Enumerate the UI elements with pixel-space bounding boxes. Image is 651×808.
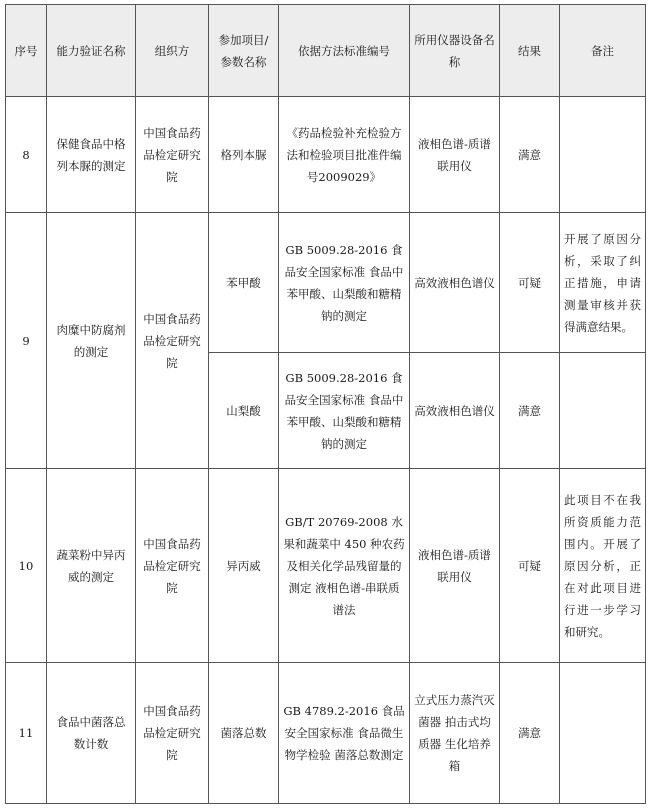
method-standard: GB 5009.28-2016 食品安全国家标准 食品中苯甲酸、山梨酸和糖精钠的测定 [279, 353, 410, 469]
note: 开展了原因分析，采取了纠正措施，申请测量审核并获得满意结果。 [560, 213, 646, 353]
header-cell-result: 结果 [500, 5, 560, 97]
instrument: 高效液相色谱仪 [410, 213, 500, 353]
row-no: 8 [6, 97, 47, 213]
result: 满意 [500, 663, 560, 804]
parameter: 菌落总数 [209, 663, 279, 804]
header-cell-no: 序号 [6, 5, 47, 97]
organizer: 中国食品药品检定研究院 [136, 663, 209, 804]
parameter: 异丙威 [209, 469, 279, 663]
row-no: 11 [6, 663, 47, 804]
note: 此项目不在我所资质能力范围内。开展了原因分析，正在对此项目进行进一步学习和研究。 [560, 469, 646, 663]
table-row [6, 469, 646, 663]
method-standard: GB/T 20769-2008 水果和蔬菜中 450 种农药及相关化学品残留量的测定 液相色谱-串联质谱法 [279, 469, 410, 663]
instrument: 立式压力蒸汽灭菌器 拍击式均质器 生化培养箱 [410, 663, 500, 804]
parameter: 苯甲酸 [209, 213, 279, 353]
parameter: 山梨酸 [209, 353, 279, 469]
method-standard: GB 4789.2-2016 食品安全国家标准 食品微生物学检验 菌落总数测定 [279, 663, 410, 804]
test-name: 保健食品中格列本脲的测定 [47, 97, 136, 213]
header-cell-param: 参加项目/参数名称 [209, 5, 279, 97]
organizer: 中国食品药品检定研究院 [136, 469, 209, 663]
header-cell-name: 能力验证名称 [47, 5, 136, 97]
table-row [6, 97, 646, 213]
table-row [6, 213, 646, 353]
header-row [6, 5, 646, 97]
test-name: 肉糜中防腐剂的测定 [47, 213, 136, 469]
header-cell-note: 备注 [560, 5, 646, 97]
result: 满意 [500, 353, 560, 469]
result: 满意 [500, 97, 560, 213]
instrument: 液相色谱-质谱联用仪 [410, 469, 500, 663]
test-name: 蔬菜粉中异丙威的测定 [47, 469, 136, 663]
table-row [6, 663, 646, 804]
row-no: 9 [6, 213, 47, 469]
organizer: 中国食品药品检定研究院 [136, 213, 209, 469]
instrument: 液相色谱-质谱联用仪 [410, 97, 500, 213]
result: 可疑 [500, 213, 560, 353]
note [560, 353, 646, 469]
note [560, 97, 646, 213]
row-no: 10 [6, 469, 47, 663]
header-cell-org: 组织方 [136, 5, 209, 97]
header-cell-instrument: 所用仪器设备名称 [410, 5, 500, 97]
instrument: 高效液相色谱仪 [410, 353, 500, 469]
parameter: 格列本脲 [209, 97, 279, 213]
method-standard: 《药品检验补充检验方法和检验项目批准件编号2009029》 [279, 97, 410, 213]
header-cell-method: 依据方法标准编号 [279, 5, 410, 97]
result: 可疑 [500, 469, 560, 663]
proficiency-testing-table [5, 4, 646, 804]
organizer: 中国食品药品检定研究院 [136, 97, 209, 213]
note [560, 663, 646, 804]
method-standard: GB 5009.28-2016 食品安全国家标准 食品中苯甲酸、山梨酸和糖精钠的测定 [279, 213, 410, 353]
test-name: 食品中菌落总数计数 [47, 663, 136, 804]
